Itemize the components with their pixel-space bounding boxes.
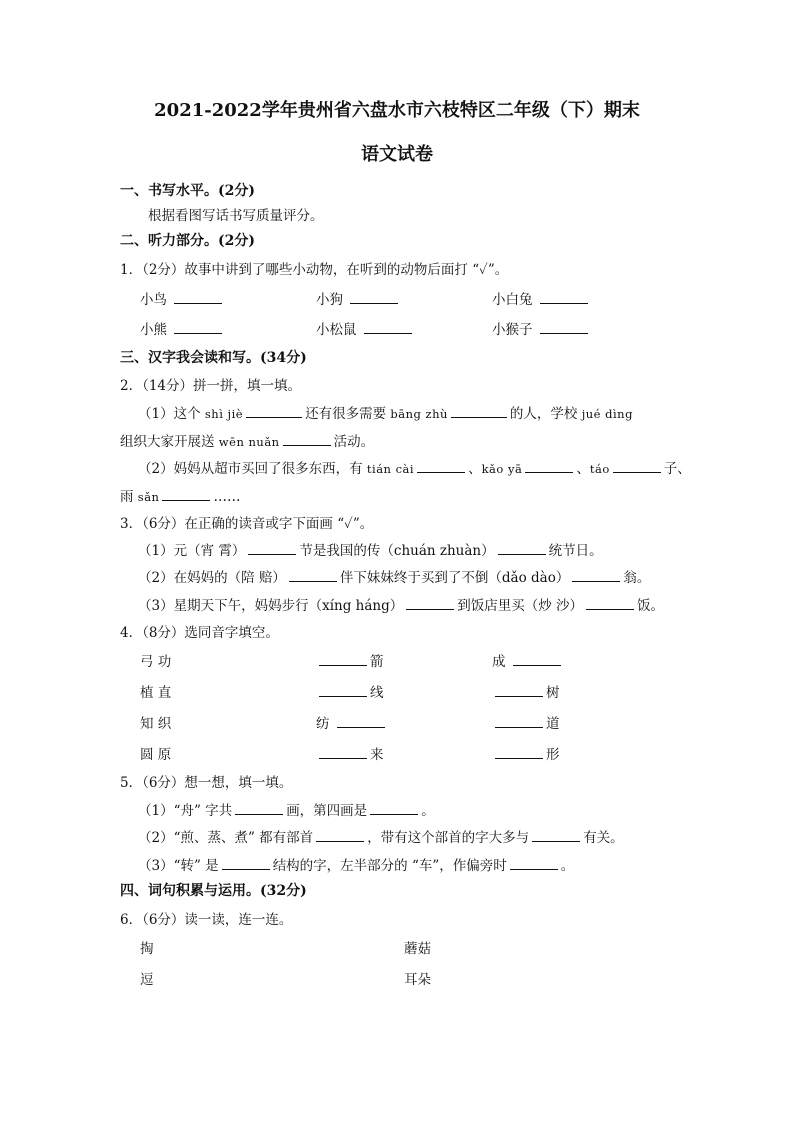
answer-blank[interactable] [586,597,634,610]
answer-blank[interactable] [337,715,385,728]
question-2: 2．（14分）拼一拼，填一填。 [120,378,302,394]
answer-blank[interactable] [248,542,296,555]
answer-blank[interactable] [613,460,661,473]
question-4: 4．（8分）选同音字填空。 [120,625,279,641]
answer-blank[interactable] [495,684,543,697]
question-5-part-1: （1）“舟” 字共 画，第四画是 。 [138,803,435,819]
answer-blank[interactable] [174,321,222,334]
answer-blank[interactable] [319,746,367,759]
question-2-part-2: （2）妈妈从超市买回了很多东西，有 tián cài 、kǎo yā 、táo 子、 [138,461,691,477]
animal-item: 小白兔 [492,288,591,308]
pinyin: shì jiè [204,407,244,421]
section-3-heading: 三、汉字我会读和写。(34分) [120,350,307,366]
section-1-heading: 一、书写水平。(2分) [120,183,255,199]
question-3-part-3: （3）星期天下午，妈妈步行（xíng háng） 到饭店里买（炒 沙） 饭。 [138,598,665,614]
answer-blank[interactable] [289,569,337,582]
question-2-part-2-cont: 雨 sǎn …… [120,489,241,505]
match-left-item[interactable]: 逗 [140,972,154,988]
answer-blank[interactable] [417,460,465,473]
homophone-fill: 纺 [316,712,388,732]
exam-title-line1: 2021-2022学年贵州省六盘水市六枝特区二年级（下）期末 [154,100,640,121]
answer-blank[interactable] [451,405,507,418]
pinyin: táo [589,462,610,476]
question-5-part-2: （2）“煎、蒸、煮” 都有部首 ，带有这个部首的字大多与 有关。 [138,830,624,846]
question-6: 6．（6分）读一读，连一连。 [120,912,293,928]
answer-blank[interactable] [235,802,283,815]
answer-blank[interactable] [283,433,331,446]
animal-item: 小猴子 [492,318,591,338]
homophone-pair: 植 直 [140,685,172,701]
question-3-part-2: （2）在妈妈的（陪 赔） 伴下妹妹终于买到了不倒（dǎo dào） 翁。 [138,570,651,586]
homophone-pair: 弓 功 [140,654,172,670]
answer-blank[interactable] [510,857,558,870]
answer-blank[interactable] [246,405,302,418]
answer-blank[interactable] [364,321,412,334]
answer-blank[interactable] [572,569,620,582]
section-4-heading: 四、词句积累与运用。(32分) [120,883,307,899]
answer-blank[interactable] [532,829,580,842]
pinyin: wēn nuǎn [218,435,280,449]
answer-blank[interactable] [162,488,210,501]
homophone-fill: 树 [492,681,560,701]
question-5-part-3: （3）“转” 是 结构的字，左半部分的 “车”，作偏旁时 。 [138,858,575,874]
question-1: 1．（2分）故事中讲到了哪些小动物，在听到的动物后面打 “✓”。 [120,262,509,278]
animal-item: 小熊 [140,318,225,338]
pinyin: kǎo yā [481,462,523,476]
answer-blank[interactable] [319,684,367,697]
match-left-item[interactable]: 掏 [140,941,154,957]
homophone-fill: 来 [316,743,384,763]
pinyin: jué dìng [581,407,633,421]
question-3: 3．（6分）在正确的读音或字下面画 “✓”。 [120,516,374,532]
pinyin: sǎn [137,490,160,504]
answer-blank[interactable] [350,291,398,304]
answer-blank[interactable] [174,291,222,304]
match-right-item[interactable]: 蘑菇 [404,941,431,957]
exam-title-line2: 语文试卷 [361,144,433,165]
question-2-part-1-cont: 组织大家开展送 wēn nuǎn 活动。 [120,434,375,450]
animal-item: 小狗 [316,288,401,308]
homophone-fill: 线 [316,681,384,701]
homophone-fill: 道 [492,712,560,732]
pinyin: tián cài [366,462,415,476]
homophone-fill: 箭 [316,650,384,670]
homophone-fill: 形 [492,743,560,763]
answer-blank[interactable] [222,857,270,870]
answer-blank[interactable] [540,291,588,304]
answer-blank[interactable] [540,321,588,334]
answer-blank[interactable] [498,542,546,555]
question-5: 5．（6分）想一想，填一填。 [120,775,293,791]
answer-blank[interactable] [495,746,543,759]
homophone-fill: 成 [492,650,564,670]
answer-blank[interactable] [513,653,561,666]
answer-blank[interactable] [370,802,418,815]
section-2-heading: 二、听力部分。(2分) [120,233,255,249]
animal-item: 小鸟 [140,288,225,308]
question-3-part-1: （1）元（宵 霄） 节是我国的传（chuán zhuàn） 统节日。 [138,543,603,559]
answer-blank[interactable] [495,715,543,728]
answer-blank[interactable] [319,653,367,666]
answer-blank[interactable] [525,460,573,473]
homophone-pair: 知 织 [140,716,172,732]
animal-item: 小松鼠 [316,318,415,338]
pinyin: bāng zhù [390,407,448,421]
homophone-pair: 圆 原 [140,747,172,763]
match-right-item[interactable]: 耳朵 [404,972,431,988]
answer-blank[interactable] [316,829,364,842]
question-2-part-1: （1）这个 shì jiè 还有很多需要 bāng zhù 的人，学校 jué dìng [138,406,633,422]
section-1-text: 根据看图写话书写质量评分。 [148,208,324,224]
answer-blank[interactable] [406,597,454,610]
